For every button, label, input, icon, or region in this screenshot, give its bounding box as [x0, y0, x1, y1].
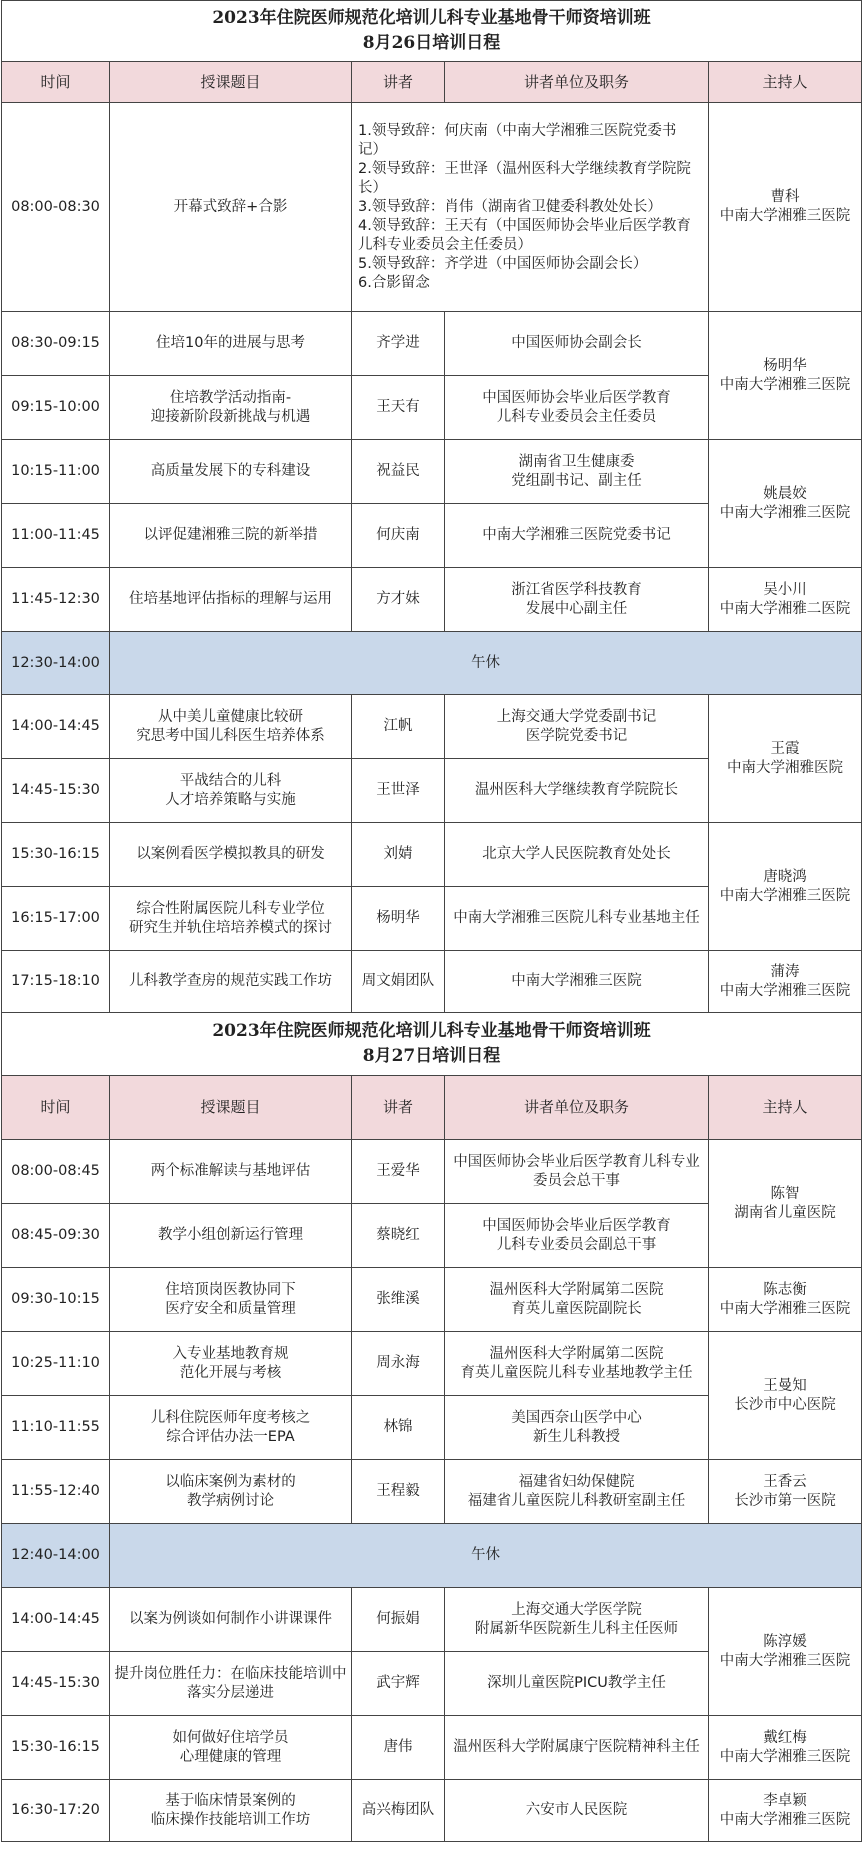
unit-cell: 浙江省医学科技教育 发展中心副主任: [445, 568, 709, 632]
header-host: 主持人: [709, 62, 862, 103]
unit-cell: 福建省妇幼保健院 福建省儿童医院儿科教研室副主任: [445, 1460, 709, 1524]
topic-cell: 住培教学活动指南- 迎接新阶段新挑战与机遇: [110, 376, 352, 440]
host-cell: 姚晨姣 中南大学湘雅三医院: [709, 440, 862, 568]
unit-cell: 上海交通大学医学院 附属新华医院新生儿科主任医师: [445, 1588, 709, 1652]
table-row: [2, 695, 862, 759]
topic-cell: 提升岗位胜任力：在临床技能培训中落实分层递进: [110, 1652, 352, 1716]
topic-cell: 入专业基地教育规 范化开展与考核: [110, 1332, 352, 1396]
speaker-cell: 林锦: [352, 1396, 445, 1460]
time-cell: 14:00-14:45: [2, 1588, 110, 1652]
unit-cell: 中南大学湘雅三医院党委书记: [445, 504, 709, 568]
speaker-cell: 武宇辉: [352, 1652, 445, 1716]
day1-title-row: [2, 1, 862, 62]
time-cell: 08:00-08:30: [2, 103, 110, 312]
unit-cell: 中国医师协会毕业后医学教育儿科专业委员会总干事: [445, 1140, 709, 1204]
host-cell: 吴小川 中南大学湘雅二医院: [709, 568, 862, 632]
unit-cell: 温州医科大学附属第二医院 育英儿童医院副院长: [445, 1268, 709, 1332]
speaker-cell: 王天有: [352, 376, 445, 440]
topic-cell: 住培顶岗医教协同下 医疗安全和质量管理: [110, 1268, 352, 1332]
host-cell: 王曼知 长沙市中心医院: [709, 1332, 862, 1460]
lunch-row: [2, 632, 862, 695]
table-row: [2, 951, 862, 1013]
lunch-label: 午休: [110, 1524, 862, 1588]
unit-cell: 中国医师协会毕业后医学教育 儿科专业委员会副总干事: [445, 1204, 709, 1268]
table-row: [2, 1716, 862, 1780]
lunch-row: [2, 1524, 862, 1588]
unit-cell: 中南大学湘雅三医院: [445, 951, 709, 1013]
table-row: [2, 1780, 862, 1842]
time-cell: 11:45-12:30: [2, 568, 110, 632]
unit-cell: 深圳儿童医院PICU教学主任: [445, 1652, 709, 1716]
topic-cell: 以案例看医学模拟教具的研发: [110, 823, 352, 887]
table-row: [2, 1140, 862, 1204]
header-speaker: 讲者: [352, 62, 445, 103]
time-cell: 08:00-08:45: [2, 1140, 110, 1204]
host-cell: 陈智 湖南省儿童医院: [709, 1140, 862, 1268]
topic-cell: 以评促建湘雅三院的新举措: [110, 504, 352, 568]
table-row: [2, 1332, 862, 1396]
time-cell: 11:00-11:45: [2, 504, 110, 568]
header-time: 时间: [2, 1076, 110, 1140]
table-row: [2, 312, 862, 376]
topic-cell: 高质量发展下的专科建设: [110, 440, 352, 504]
schedule-table: [1, 0, 862, 1842]
time-cell: 14:45-15:30: [2, 759, 110, 823]
time-cell: 12:30-14:00: [2, 632, 110, 695]
host-cell: 李卓颖 中南大学湘雅三医院: [709, 1780, 862, 1842]
speaker-cell: 唐伟: [352, 1716, 445, 1780]
unit-cell: 温州医科大学继续教育学院院长: [445, 759, 709, 823]
time-cell: 10:15-11:00: [2, 440, 110, 504]
host-cell: 杨明华 中南大学湘雅三医院: [709, 312, 862, 440]
topic-cell: 两个标准解读与基地评估: [110, 1140, 352, 1204]
host-cell: 陈淳媛 中南大学湘雅三医院: [709, 1588, 862, 1716]
table-row: [2, 103, 862, 312]
day2-title-row: [2, 1013, 862, 1076]
speaker-cell: 何振娟: [352, 1588, 445, 1652]
day1-header-row: [2, 62, 862, 103]
table-row: [2, 823, 862, 887]
topic-cell: 教学小组创新运行管理: [110, 1204, 352, 1268]
speaker-cell: 方才妹: [352, 568, 445, 632]
time-cell: 17:15-18:10: [2, 951, 110, 1013]
time-cell: 09:15-10:00: [2, 376, 110, 440]
topic-cell: 住培10年的进展与思考: [110, 312, 352, 376]
header-topic: 授课题目: [110, 1076, 352, 1140]
speaker-cell: 王程毅: [352, 1460, 445, 1524]
header-unit: 讲者单位及职务: [445, 62, 709, 103]
topic-cell: 儿科住院医师年度考核之 综合评估办法一EPA: [110, 1396, 352, 1460]
topic-cell: 基于临床情景案例的 临床操作技能培训工作坊: [110, 1780, 352, 1842]
speaker-cell: 周永海: [352, 1332, 445, 1396]
host-cell: 王霞 中南大学湘雅医院: [709, 695, 862, 823]
unit-cell: 六安市人民医院: [445, 1780, 709, 1842]
time-cell: 10:25-11:10: [2, 1332, 110, 1396]
header-topic: 授课题目: [110, 62, 352, 103]
time-cell: 14:00-14:45: [2, 695, 110, 759]
speaker-cell: 蔡晓红: [352, 1204, 445, 1268]
speaker-cell: 杨明华: [352, 887, 445, 951]
header-unit: 讲者单位及职务: [445, 1076, 709, 1140]
speaker-cell: 祝益民: [352, 440, 445, 504]
host-cell: 王香云 长沙市第一医院: [709, 1460, 862, 1524]
host-cell: 唐晓鸿 中南大学湘雅三医院: [709, 823, 862, 951]
host-cell: 蒲涛 中南大学湘雅三医院: [709, 951, 862, 1013]
speaker-cell: 高兴梅团队: [352, 1780, 445, 1842]
table-row: [2, 1460, 862, 1524]
table-row: [2, 1268, 862, 1332]
topic-cell: 从中美儿童健康比较研 究思考中国儿科医生培养体系: [110, 695, 352, 759]
topic-cell: 平战结合的儿科 人才培养策略与实施: [110, 759, 352, 823]
unit-cell: 中国医师协会副会长: [445, 312, 709, 376]
time-cell: 11:10-11:55: [2, 1396, 110, 1460]
lunch-label: 午休: [110, 632, 862, 695]
speaker-cell: 齐学进: [352, 312, 445, 376]
topic-cell: 以临床案例为素材的 教学病例讨论: [110, 1460, 352, 1524]
day2-title: 2023年住院医师规范化培训儿科专业基地骨干师资培训班 8月27日培训日程: [2, 1013, 862, 1076]
topic-cell: 住培基地评估指标的理解与运用: [110, 568, 352, 632]
host-cell: 陈志衡 中南大学湘雅三医院: [709, 1268, 862, 1332]
topic-cell: 如何做好住培学员 心理健康的管理: [110, 1716, 352, 1780]
day1-title: 2023年住院医师规范化培训儿科专业基地骨干师资培训班 8月26日培训日程: [2, 1, 862, 62]
time-cell: 14:45-15:30: [2, 1652, 110, 1716]
unit-cell: 上海交通大学党委副书记 医学院党委书记: [445, 695, 709, 759]
time-cell: 08:45-09:30: [2, 1204, 110, 1268]
table-row: [2, 568, 862, 632]
day2-header-row: [2, 1076, 862, 1140]
speaker-cell: 王世泽: [352, 759, 445, 823]
time-cell: 15:30-16:15: [2, 823, 110, 887]
unit-cell: 中国医师协会毕业后医学教育 儿科专业委员会主任委员: [445, 376, 709, 440]
unit-cell: 温州医科大学附属第二医院 育英儿童医院儿科专业基地教学主任: [445, 1332, 709, 1396]
unit-cell: 中南大学湘雅三医院儿科专业基地主任: [445, 887, 709, 951]
topic-cell: 开幕式致辞+合影: [110, 103, 352, 312]
header-host: 主持人: [709, 1076, 862, 1140]
time-cell: 11:55-12:40: [2, 1460, 110, 1524]
speaker-cell: 张维溪: [352, 1268, 445, 1332]
unit-cell: 温州医科大学附属康宁医院精神科主任: [445, 1716, 709, 1780]
topic-cell: 综合性附属医院儿科专业学位 研究生并轨住培培养模式的探讨: [110, 887, 352, 951]
host-cell: 曹科 中南大学湘雅三医院: [709, 103, 862, 312]
speaker-cell: 何庆南: [352, 504, 445, 568]
table-row: [2, 440, 862, 504]
unit-cell: 美国西奈山医学中心 新生儿科教授: [445, 1396, 709, 1460]
time-cell: 12:40-14:00: [2, 1524, 110, 1588]
time-cell: 09:30-10:15: [2, 1268, 110, 1332]
topic-cell: 儿科教学查房的规范实践工作坊: [110, 951, 352, 1013]
time-cell: 08:30-09:15: [2, 312, 110, 376]
time-cell: 15:30-16:15: [2, 1716, 110, 1780]
time-cell: 16:15-17:00: [2, 887, 110, 951]
speaker-cell: 江帆: [352, 695, 445, 759]
speaker-cell: 周文娟团队: [352, 951, 445, 1013]
speaker-cell: 王爱华: [352, 1140, 445, 1204]
header-speaker: 讲者: [352, 1076, 445, 1140]
speaker-cell: 刘婧: [352, 823, 445, 887]
opening-speeches: 1.领导致辞：何庆南（中南大学湘雅三医院党委书记） 2.领导致辞：王世泽（温州医科大学继续教育学院院长） 3.领导致辞：肖伟（湖南省卫健委科教处处长） 4.领导致辞：王天有（中国医师协会毕业后医学教育儿科专业委员会主任委员） 5.领导致辞：齐学进（中国医师协会副会长） 6.合影留念: [352, 103, 709, 312]
unit-cell: 湖南省卫生健康委 党组副书记、副主任: [445, 440, 709, 504]
time-cell: 16:30-17:20: [2, 1780, 110, 1842]
topic-cell: 以案为例谈如何制作小讲课课件: [110, 1588, 352, 1652]
table-row: [2, 1588, 862, 1652]
header-time: 时间: [2, 62, 110, 103]
host-cell: 戴红梅 中南大学湘雅三医院: [709, 1716, 862, 1780]
unit-cell: 北京大学人民医院教育处处长: [445, 823, 709, 887]
